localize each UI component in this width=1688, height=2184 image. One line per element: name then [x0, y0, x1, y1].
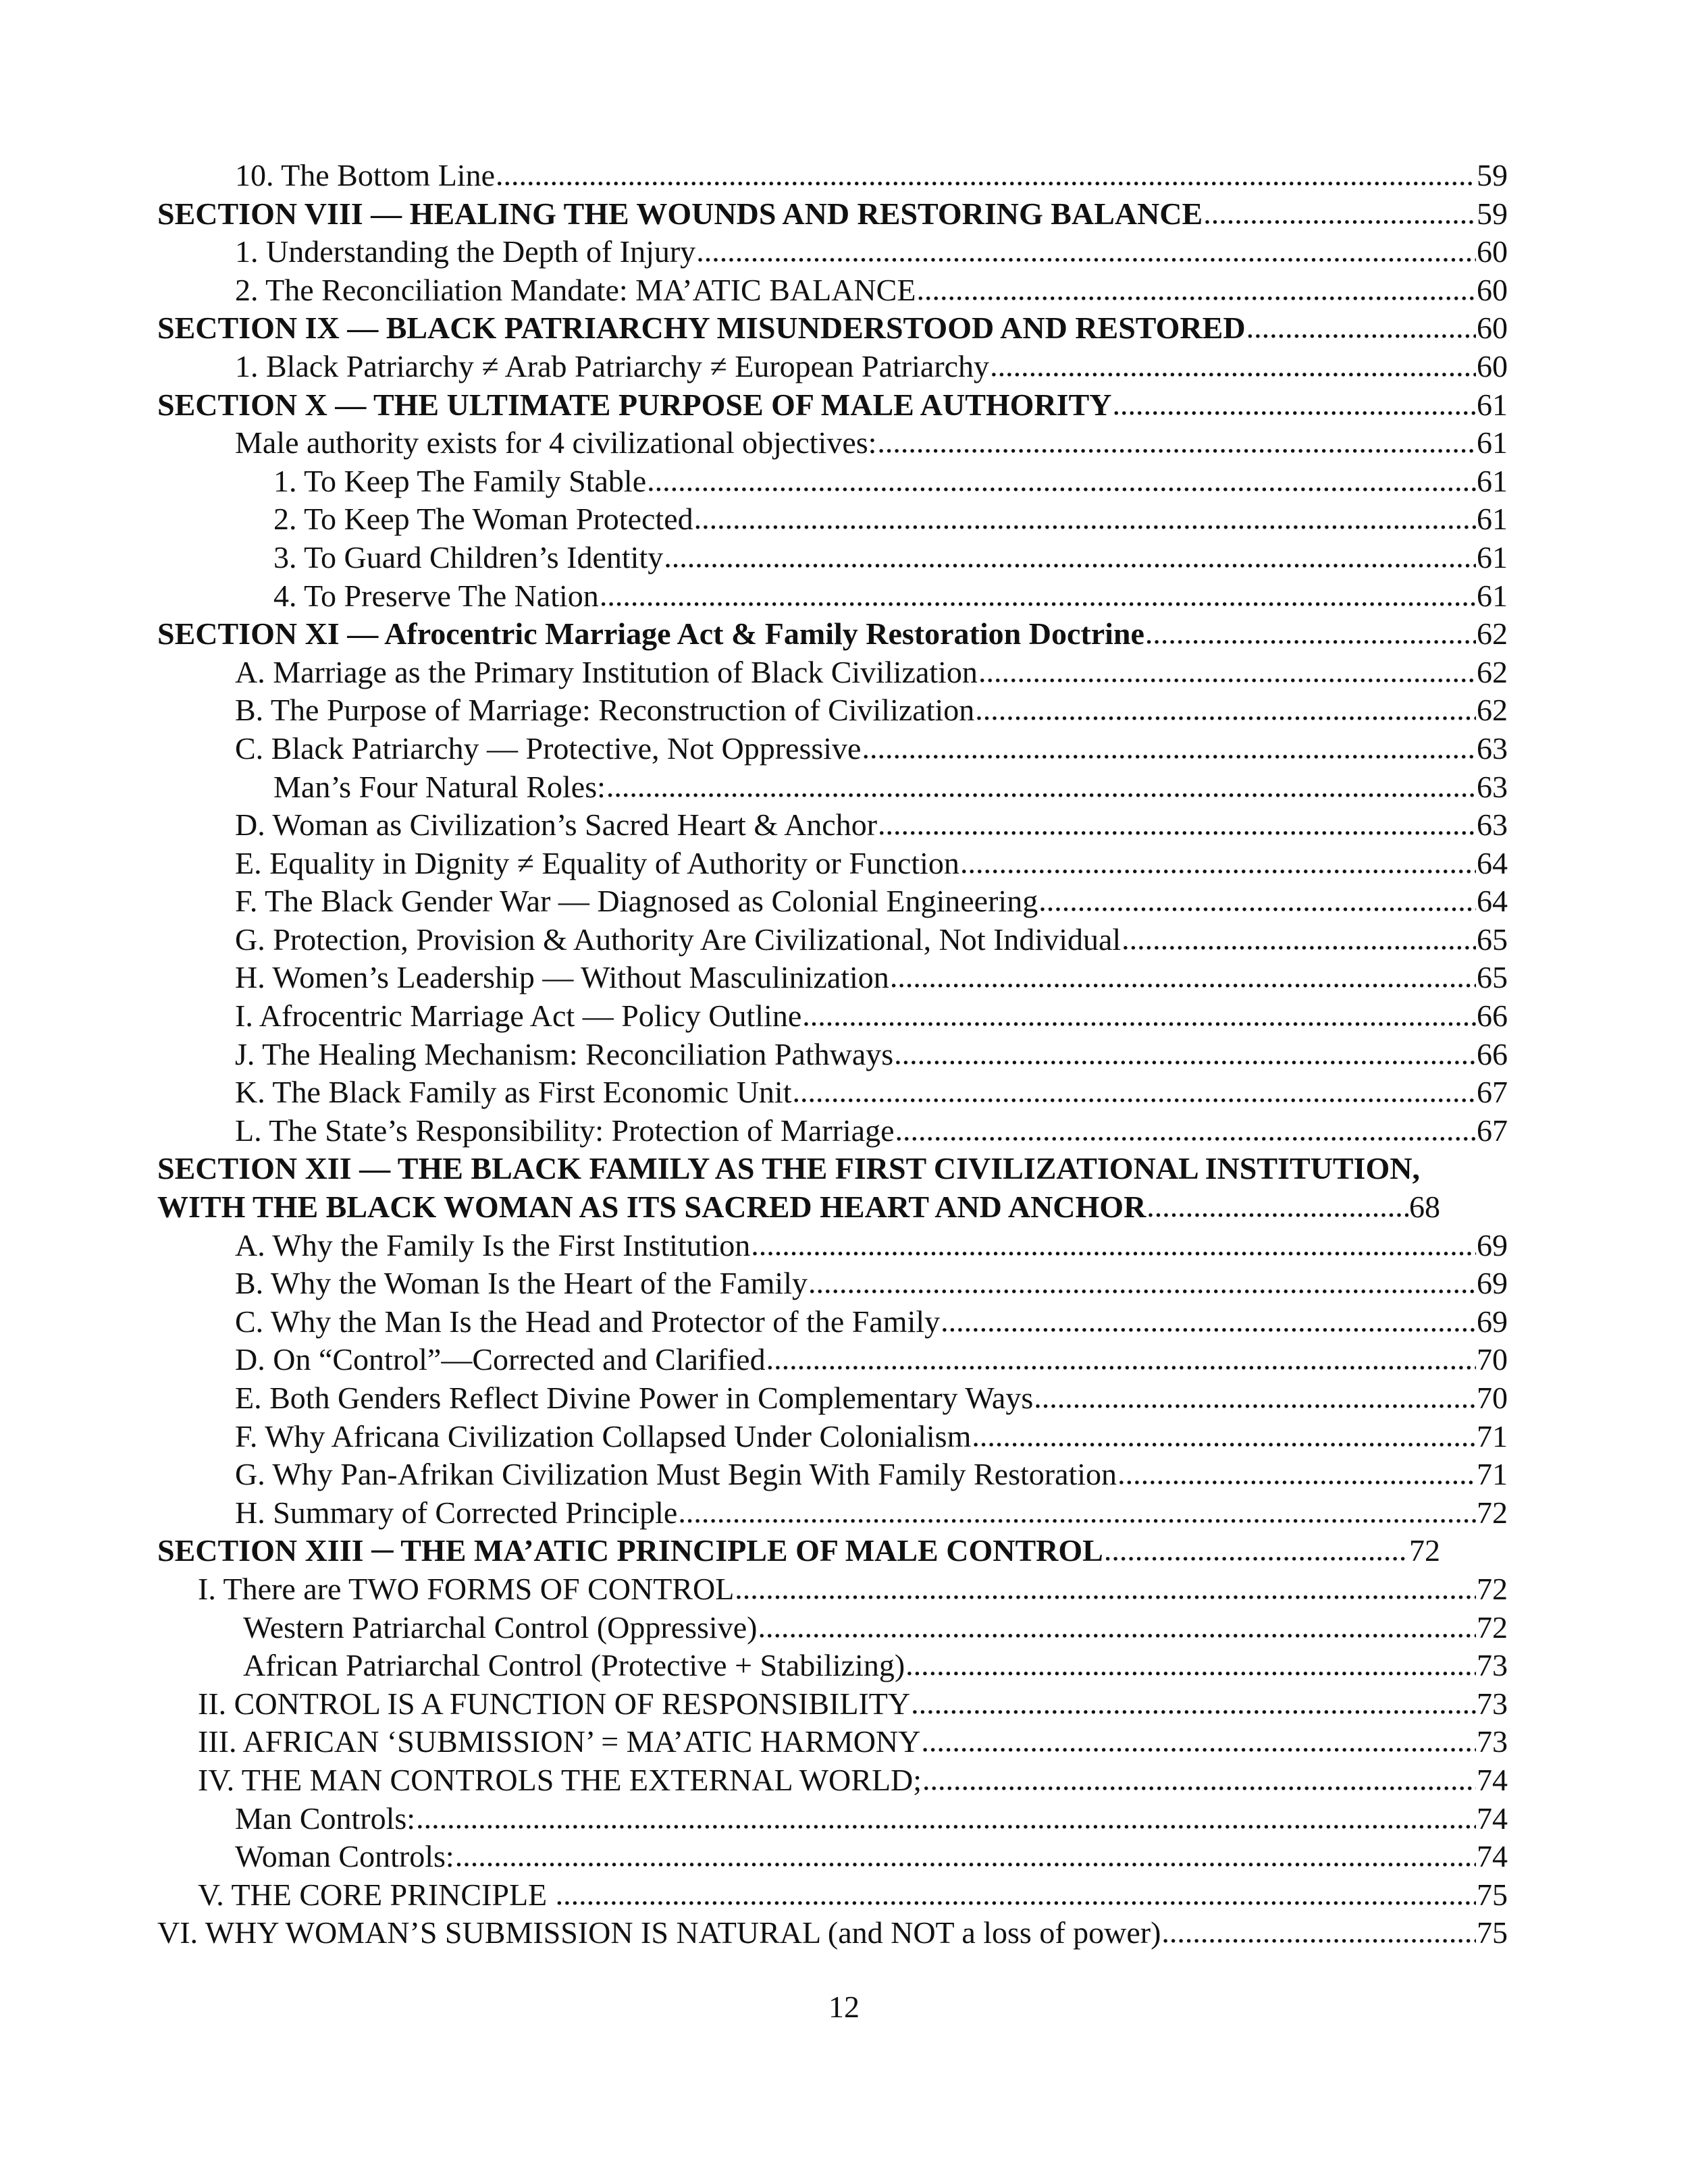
toc-entry[interactable]	[157, 882, 1508, 921]
toc-entry-page: 60	[1477, 234, 1508, 269]
toc-entry-title: SECTION XII — THE BLACK FAMILY AS THE FIRST CIVILIZATIONAL INSTITUTION,	[157, 1151, 1420, 1186]
toc-entry-page: 60	[1477, 272, 1508, 307]
toc-entry-title: 4. To Preserve The Nation	[273, 578, 599, 613]
toc-entry[interactable]	[157, 348, 1508, 386]
toc-entry[interactable]	[157, 1647, 1508, 1685]
leader-dots	[766, 1340, 1476, 1379]
toc-entry-page: 63	[1477, 730, 1508, 766]
toc-section-heading[interactable]	[157, 1188, 1440, 1227]
toc-entry[interactable]	[157, 1264, 1508, 1303]
toc-entry-page: 60	[1477, 311, 1508, 346]
leader-dots	[647, 462, 1476, 500]
toc-entry[interactable]	[157, 1303, 1508, 1341]
toc-entry-title: B. Why the Woman Is the Heart of the Family	[235, 1266, 808, 1301]
toc-entry-page: 62	[1477, 654, 1508, 689]
toc-section-heading[interactable]	[157, 615, 1508, 654]
toc-entry[interactable]	[157, 1073, 1508, 1112]
toc-entry[interactable]	[157, 1227, 1508, 1265]
toc-entry-title: V. THE CORE PRINCIPLE	[198, 1877, 555, 1912]
toc-entry[interactable]	[157, 997, 1508, 1036]
toc-entry[interactable]	[157, 1609, 1508, 1647]
toc-entry-page: 61	[1477, 502, 1508, 537]
toc-entry-title: E. Both Genders Reflect Divine Power in Complementary Ways	[235, 1381, 1034, 1415]
toc-entry[interactable]	[157, 577, 1508, 616]
toc-entry-title: 1. Understanding the Depth of Injury	[235, 234, 696, 269]
leader-dots	[455, 1837, 1476, 1875]
toc-entry-page: 61	[1477, 463, 1508, 498]
leader-dots	[978, 653, 1476, 691]
toc-entry-title: G. Why Pan-Afrikan Civilization Must Begin With Family Restoration	[235, 1457, 1117, 1492]
toc-entry-page: 70	[1477, 1342, 1508, 1377]
toc-entry-page: 64	[1477, 845, 1508, 880]
toc-entry-title: SECTION IX — BLACK PATRIARCHY MISUNDERSTOOD AND RESTORED	[157, 311, 1246, 346]
leader-dots	[1112, 385, 1476, 424]
toc-entry-title: Man Controls:	[235, 1801, 416, 1836]
toc-entry-title: III. AFRICAN ‘SUBMISSION’ = MA’ATIC HARMONY	[198, 1724, 921, 1759]
toc-entry-page: 72	[1477, 1495, 1508, 1530]
page-number: 12	[828, 1990, 860, 2024]
toc-entry-title: African Patriarchal Control (Protective + Stabilizing)	[243, 1648, 905, 1683]
toc-entry-title: 2. To Keep The Woman Protected	[273, 502, 693, 537]
toc-entry-title: E. Equality in Dignity ≠ Equality of Authority or Function	[235, 845, 959, 880]
toc-entry-title: SECTION X — THE ULTIMATE PURPOSE OF MALE AUTHORITY	[157, 387, 1112, 422]
toc-entry[interactable]	[157, 1112, 1508, 1150]
toc-entry[interactable]	[157, 691, 1508, 730]
toc-entry-page: 73	[1477, 1724, 1508, 1759]
toc-entry-page: 59	[1477, 158, 1508, 192]
toc-entry-page: 61	[1477, 578, 1508, 613]
toc-entry[interactable]	[157, 1685, 1508, 1724]
toc-entry-title: A. Why the Family Is the First Institution	[235, 1227, 751, 1262]
toc-entry-page: 75	[1477, 1877, 1508, 1912]
toc-entry-title: D. Woman as Civilization’s Sacred Heart & Anchor	[235, 807, 878, 843]
leader-dots	[696, 232, 1476, 271]
toc-entry-title: 2. The Reconciliation Mandate: MA’ATIC BALANCE	[235, 272, 916, 307]
toc-entry-title: D. On “Control”—Corrected and Clarified	[235, 1342, 766, 1377]
toc-entry-title: I. There are TWO FORMS OF CONTROL	[198, 1571, 735, 1606]
toc-section-heading[interactable]	[157, 1150, 1508, 1188]
toc-entry-title: Western Patriarchal Control (Oppressive)	[243, 1609, 758, 1645]
leader-dots	[416, 1799, 1476, 1838]
leader-dots	[911, 1684, 1476, 1723]
toc-entry-title: IV. THE MAN CONTROLS THE EXTERNAL WORLD;	[198, 1762, 922, 1797]
toc-entry-page: 60	[1477, 348, 1508, 383]
toc-entry[interactable]	[157, 1570, 1508, 1609]
toc-section-heading[interactable]	[157, 195, 1508, 234]
toc-entry-title: F. The Black Gender War — Diagnosed as Colonial Engineering	[235, 884, 1038, 919]
toc-section-heading[interactable]	[157, 1532, 1440, 1570]
leader-dots	[894, 1035, 1476, 1073]
toc-entry-page: 74	[1477, 1801, 1508, 1836]
toc-section-heading[interactable]	[157, 309, 1508, 348]
toc-entry-page: 66	[1477, 1036, 1508, 1071]
leader-dots	[1038, 882, 1476, 920]
toc-entry[interactable]	[157, 1379, 1508, 1418]
toc-entry[interactable]	[157, 730, 1508, 768]
toc-entry-page: 65	[1477, 960, 1508, 995]
toc-entry-page: 64	[1477, 884, 1508, 919]
leader-dots	[1246, 309, 1476, 347]
toc-entry-page: 75	[1477, 1915, 1508, 1950]
leader-dots	[1161, 1913, 1476, 1952]
toc-entry-title: C. Why the Man Is the Head and Protector of the Family	[235, 1304, 941, 1339]
leader-dots	[921, 1722, 1476, 1761]
toc-entry[interactable]	[157, 157, 1508, 195]
leader-dots	[972, 1417, 1476, 1456]
leader-dots	[877, 423, 1476, 462]
toc-entry[interactable]	[157, 845, 1508, 883]
table-of-contents	[157, 157, 1508, 1952]
toc-entry-title: K. The Black Family as First Economic Unit	[235, 1075, 792, 1110]
leader-dots	[802, 996, 1476, 1035]
toc-entry-title: J. The Healing Mechanism: Reconciliation Pathways	[235, 1036, 894, 1071]
toc-entry-page: 62	[1477, 693, 1508, 728]
toc-entry-title: 1. Black Patriarchy ≠ Arab Patriarchy ≠ European Patriarchy	[235, 348, 990, 383]
toc-entry[interactable]	[157, 539, 1508, 577]
leader-dots	[862, 729, 1476, 768]
toc-entry-page: 74	[1477, 1839, 1508, 1874]
toc-entry-page: 69	[1477, 1227, 1508, 1262]
toc-section-heading[interactable]	[157, 386, 1508, 425]
leader-dots	[1034, 1379, 1476, 1417]
toc-entry-page: 73	[1477, 1648, 1508, 1683]
toc-entry[interactable]	[157, 1761, 1508, 1800]
toc-entry-title: Male authority exists for 4 civilizational objectives:	[235, 425, 877, 460]
toc-entry[interactable]	[157, 1914, 1508, 1952]
toc-entry-page: 68	[1409, 1190, 1440, 1225]
toc-entry-title: SECTION VIII — HEALING THE WOUNDS AND RESTORING BALANCE	[157, 196, 1203, 231]
toc-entry-page: 70	[1477, 1381, 1508, 1415]
toc-entry-page: 63	[1477, 769, 1508, 804]
leader-dots	[905, 1646, 1476, 1684]
toc-entry[interactable]	[157, 1036, 1508, 1074]
toc-entry[interactable]	[157, 462, 1508, 501]
toc-entry[interactable]	[157, 1876, 1508, 1915]
leader-dots	[990, 347, 1476, 385]
leader-dots	[1104, 1531, 1408, 1570]
toc-entry-page: 67	[1477, 1075, 1508, 1110]
leader-dots	[600, 577, 1476, 615]
toc-entry-title: 3. To Guard Children’s Identity	[273, 539, 664, 575]
toc-entry-page: 66	[1477, 998, 1508, 1034]
leader-dots	[890, 958, 1476, 996]
leader-dots	[808, 1264, 1476, 1302]
leader-dots	[1145, 614, 1476, 653]
toc-entry[interactable]	[157, 233, 1508, 271]
toc-entry-title: WITH THE BLACK WOMAN AS ITS SACRED HEART AND ANCHOR	[157, 1190, 1146, 1225]
leader-dots	[556, 1875, 1476, 1914]
toc-entry-page: 61	[1477, 425, 1508, 460]
toc-entry[interactable]	[157, 1494, 1508, 1533]
toc-entry-title: H. Women’s Leadership — Without Masculinization	[235, 960, 889, 995]
leader-dots	[664, 538, 1476, 577]
toc-entry-page: 67	[1477, 1113, 1508, 1148]
toc-entry-title: B. The Purpose of Marriage: Reconstruction of Civilization	[235, 693, 975, 728]
toc-entry[interactable]	[157, 424, 1508, 462]
toc-entry-page: 74	[1477, 1762, 1508, 1797]
toc-entry[interactable]	[157, 1800, 1508, 1838]
leader-dots	[678, 1493, 1476, 1532]
toc-entry-title: Woman Controls:	[235, 1839, 454, 1874]
leader-dots	[895, 1111, 1477, 1150]
toc-entry[interactable]	[157, 271, 1508, 310]
leader-dots	[1203, 194, 1476, 233]
toc-entry[interactable]	[157, 1723, 1508, 1761]
leader-dots	[916, 271, 1476, 309]
toc-entry-title: Man’s Four Natural Roles:	[273, 769, 606, 804]
toc-entry[interactable]	[157, 500, 1508, 539]
toc-entry-page: 71	[1477, 1457, 1508, 1492]
toc-entry[interactable]	[157, 1418, 1508, 1456]
toc-entry-page: 69	[1477, 1266, 1508, 1301]
toc-entry-title: 1. To Keep The Family Stable	[273, 463, 647, 498]
leader-dots	[1146, 1188, 1408, 1226]
toc-entry-title: C. Black Patriarchy — Protective, Not Oppressive	[235, 730, 862, 766]
toc-entry[interactable]	[157, 1341, 1508, 1379]
leader-dots	[758, 1608, 1476, 1647]
leader-dots	[735, 1570, 1476, 1608]
toc-entry-title: 10. The Bottom Line	[235, 158, 496, 192]
toc-entry-title: A. Marriage as the Primary Institution of Black Civilization	[235, 654, 978, 689]
toc-entry-page: 72	[1409, 1533, 1440, 1568]
toc-entry-page: 62	[1477, 616, 1508, 651]
toc-entry-title: II. CONTROL IS A FUNCTION OF RESPONSIBILITY	[198, 1686, 911, 1721]
toc-entry-title: H. Summary of Corrected Principle	[235, 1495, 678, 1530]
leader-dots	[751, 1226, 1476, 1264]
leader-dots	[922, 1761, 1476, 1799]
toc-entry-page: 59	[1477, 196, 1508, 231]
leader-dots	[975, 691, 1476, 729]
toc-entry-title: G. Protection, Provision & Authority Are Civilizational, Not Individual	[235, 922, 1122, 957]
leader-dots	[606, 768, 1476, 806]
toc-entry-title: I. Afrocentric Marriage Act — Policy Outline	[235, 998, 802, 1034]
leader-dots	[1122, 920, 1476, 959]
leader-dots	[960, 844, 1476, 882]
toc-entry-page: 69	[1477, 1304, 1508, 1339]
toc-entry-page: 61	[1477, 539, 1508, 575]
toc-entry-title: L. The State’s Responsibility: Protection of Marriage	[235, 1113, 895, 1148]
leader-dots	[878, 805, 1476, 844]
toc-entry[interactable]	[157, 654, 1508, 692]
toc-entry-page: 73	[1477, 1686, 1508, 1721]
toc-entry-page: 65	[1477, 922, 1508, 957]
leader-dots	[694, 500, 1476, 538]
toc-entry[interactable]	[157, 1838, 1508, 1876]
toc-entry-page: 61	[1477, 387, 1508, 422]
leader-dots	[1117, 1455, 1476, 1493]
leader-dots	[793, 1073, 1477, 1111]
toc-entry[interactable]	[157, 921, 1508, 959]
toc-entry[interactable]	[157, 806, 1508, 845]
toc-entry-page: 72	[1477, 1571, 1508, 1606]
toc-entry[interactable]	[157, 768, 1508, 807]
toc-entry-title: SECTION XI — Afrocentric Marriage Act & Family Restoration Doctrine	[157, 616, 1144, 651]
toc-entry[interactable]	[157, 1456, 1508, 1494]
toc-entry-page: 63	[1477, 807, 1508, 843]
toc-entry-title: VI. WHY WOMAN’S SUBMISSION IS NATURAL (and NOT a loss of power)	[157, 1915, 1161, 1950]
toc-entry-page: 72	[1477, 1609, 1508, 1645]
leader-dots	[496, 156, 1476, 194]
leader-dots	[941, 1302, 1476, 1341]
toc-entry-title: F. Why Africana Civilization Collapsed Under Colonialism	[235, 1418, 972, 1454]
toc-entry[interactable]	[157, 959, 1508, 997]
toc-entry-page: 71	[1477, 1418, 1508, 1454]
toc-entry-title: SECTION XIII ─ THE MA’ATIC PRINCIPLE OF MALE CONTROL	[157, 1533, 1103, 1568]
